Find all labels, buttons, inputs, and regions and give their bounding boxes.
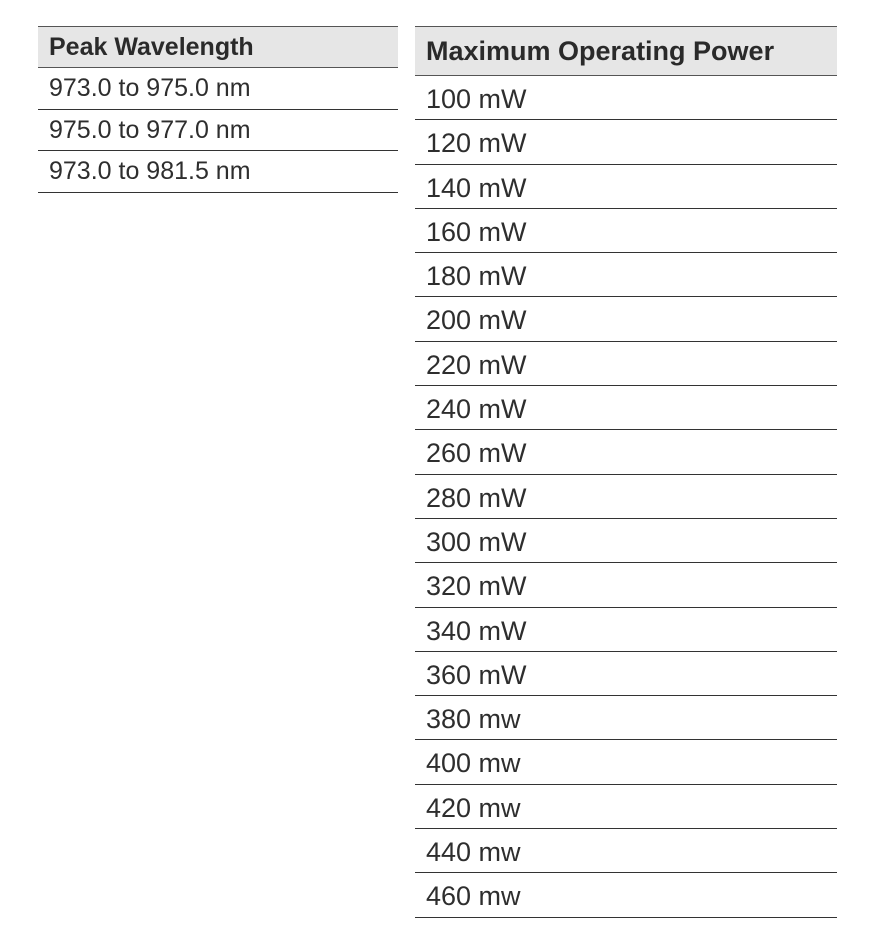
power-row: 160 mW (415, 209, 837, 253)
power-row: 100 mW (415, 76, 837, 120)
power-row: 400 mw (415, 740, 837, 784)
power-row: 420 mw (415, 785, 837, 829)
power-row: 260 mW (415, 430, 837, 474)
power-row: 140 mW (415, 165, 837, 209)
wavelength-row: 973.0 to 981.5 nm (38, 151, 398, 193)
power-row: 300 mW (415, 519, 837, 563)
power-row: 240 mW (415, 386, 837, 430)
max-operating-power-header: Maximum Operating Power (415, 27, 837, 76)
wavelength-row: 975.0 to 977.0 nm (38, 110, 398, 152)
peak-wavelength-rows (38, 68, 398, 193)
power-row: 360 mW (415, 652, 837, 696)
power-row: 220 mW (415, 342, 837, 386)
power-row: 340 mW (415, 608, 837, 652)
power-row: 440 mw (415, 829, 837, 873)
peak-wavelength-table (38, 26, 398, 193)
power-row: 120 mW (415, 120, 837, 164)
power-row: 180 mW (415, 253, 837, 297)
max-operating-power-rows (415, 76, 837, 918)
power-row: 320 mW (415, 563, 837, 607)
power-row: 280 mW (415, 475, 837, 519)
peak-wavelength-header: Peak Wavelength (38, 27, 398, 68)
power-row: 460 mw (415, 873, 837, 917)
max-operating-power-table (415, 26, 837, 918)
power-row: 380 mw (415, 696, 837, 740)
wavelength-row: 973.0 to 975.0 nm (38, 68, 398, 110)
power-row: 200 mW (415, 297, 837, 341)
